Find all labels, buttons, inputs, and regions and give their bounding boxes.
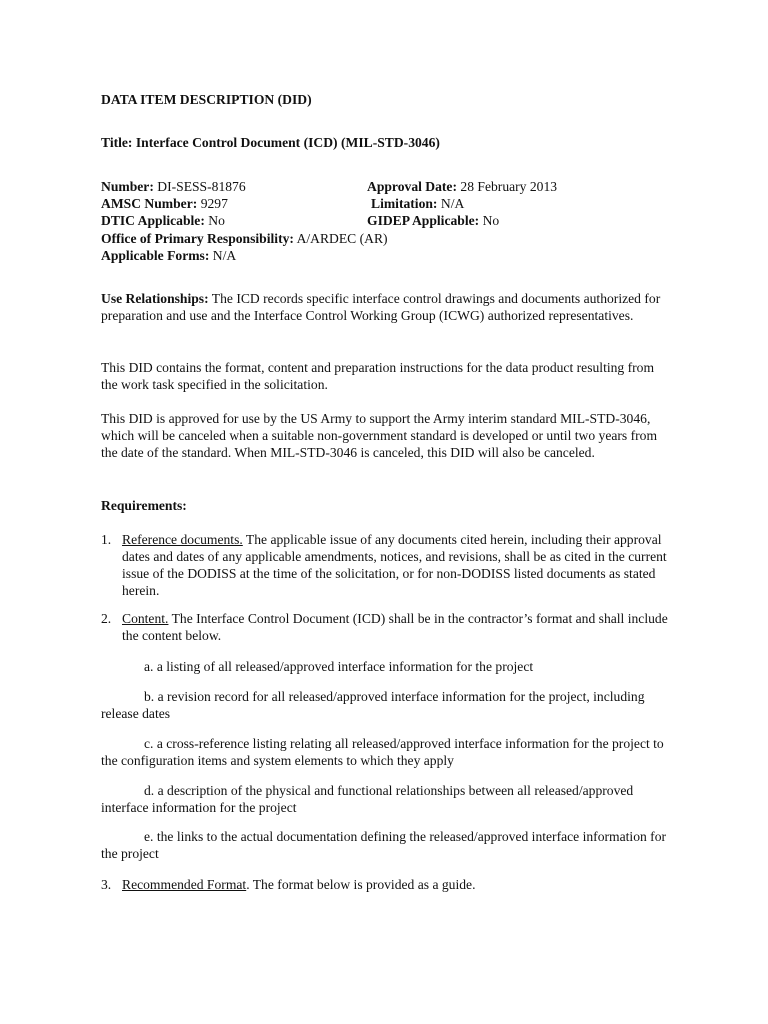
item-number: 3.	[101, 877, 112, 892]
army-paragraph: This DID is approved for use by the US Army to support the Army interim standard MIL-STD-3046, which will be canceled when a suitable non-government standard is developed or until two years from the date of the standard. When MIL-STD-3046 is canceled, this DID will also be canceled.	[101, 411, 658, 460]
item-heading: Recommended Format	[122, 877, 247, 892]
content-item: d. a description of the physical and functional relationships between all released/approved interface information for the project	[101, 783, 634, 815]
item-text: The applicable issue of any documents cited herein, including their approval dates and dates of any applicable amendments, notices, and revisions, shall be as cited in the current issue of the DODISS at the time of the solicitation, or for non-DODISS listed documents as stated herein.	[122, 532, 667, 598]
requirements-heading: Requirements:	[101, 498, 187, 513]
content-item: b. a revision record for all released/approved interface information for the project, including release dates	[101, 689, 645, 721]
item-number: 2.	[101, 611, 112, 626]
use-relationships-text: The ICD records specific interface control drawings and documents authorized for preparation and use and the Interface Control Working Group (ICWG) authorized representatives.	[101, 291, 661, 323]
limitation-label: Limitation:	[371, 196, 438, 211]
forms-value: N/A	[212, 248, 237, 263]
opr-value: A/ARDEC (AR)	[296, 231, 388, 246]
amsc-value: 9297	[200, 196, 228, 211]
limitation-field	[371, 195, 464, 212]
approval-date-field	[367, 178, 557, 195]
gidep-field	[367, 212, 499, 229]
content-item: a. a listing of all released/approved interface information for the project	[144, 659, 534, 674]
item-heading: Content.	[122, 611, 169, 626]
opr-label: Office of Primary Responsibility:	[101, 231, 294, 246]
approval-date-label: Approval Date:	[367, 179, 457, 194]
content-item: c. a cross-reference listing relating all released/approved interface information for the project to the configuration items and system elements to which they apply	[101, 736, 664, 768]
dtic-label: DTIC Applicable:	[101, 213, 205, 228]
forms-field	[101, 247, 236, 264]
use-relationships-paragraph	[101, 290, 671, 324]
list-item	[122, 610, 674, 644]
use-relationships-label: Use Relationships:	[101, 291, 209, 306]
did-paragraph: This DID contains the format, content and preparation instructions for the data product resulting from the work task specified in the solicitation.	[101, 360, 655, 392]
opr-field	[101, 230, 388, 247]
content-item: e. the links to the actual documentation defining the released/approved interface information for the project	[101, 829, 667, 861]
list-item	[122, 876, 674, 893]
gidep-value: No	[482, 213, 500, 228]
amsc-field	[101, 195, 228, 212]
amsc-label: AMSC Number:	[101, 196, 198, 211]
gidep-label: GIDEP Applicable:	[367, 213, 480, 228]
forms-label: Applicable Forms:	[101, 248, 210, 263]
dtic-value: No	[208, 213, 225, 228]
dtic-field	[101, 212, 225, 229]
document-header: DATA ITEM DESCRIPTION (DID)	[101, 92, 312, 107]
approval-date-value: 28 February 2013	[460, 179, 558, 194]
document-title: Title: Interface Control Document (ICD) (MIL-STD-3046)	[101, 135, 440, 150]
item-text: The Interface Control Document (ICD) shall be in the contractor’s format and shall include the content below.	[122, 611, 668, 643]
item-text: . The format below is provided as a guide.	[246, 877, 476, 892]
list-item	[122, 531, 674, 599]
item-heading: Reference documents.	[122, 532, 243, 547]
number-value: DI-SESS-81876	[157, 179, 246, 194]
number-label: Number:	[101, 179, 154, 194]
item-number: 1.	[101, 532, 112, 547]
limitation-value: N/A	[440, 196, 465, 211]
number-field	[101, 178, 246, 195]
